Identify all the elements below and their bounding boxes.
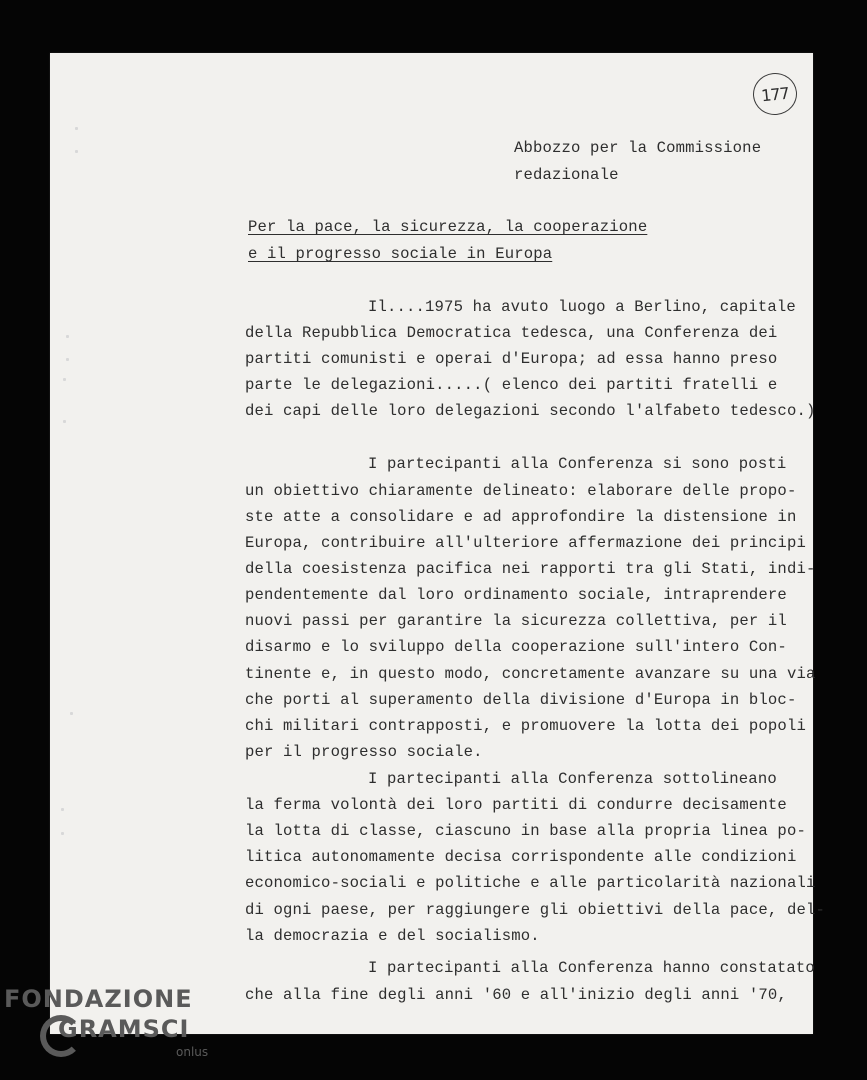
text-line: pendentemente dal loro ordinamento sociale, intraprendere bbox=[245, 586, 787, 604]
text-line: economico-sociali e politiche e alle particolarità nazionali bbox=[245, 874, 816, 892]
text-line: ste atte a consolidare e ad approfondire la distensione in bbox=[245, 508, 797, 526]
text-line: I partecipanti alla Conferenza hanno constatato bbox=[368, 959, 815, 977]
watermark-line: onlus bbox=[176, 1045, 209, 1059]
margin-mark bbox=[63, 420, 66, 423]
margin-mark bbox=[63, 378, 66, 381]
title-line: Per la pace, la sicurezza, la cooperazione bbox=[248, 218, 648, 236]
text-line: della Repubblica Democratica tedesca, una Conferenza dei bbox=[245, 324, 778, 342]
text-line: parte le delegazioni.....( elenco dei partiti fratelli e bbox=[245, 376, 778, 394]
text-line: la lotta di classe, ciascuno in base alla propria linea po- bbox=[245, 822, 806, 840]
text-line: un obiettivo chiaramente delineato: elaborare delle propo- bbox=[245, 482, 797, 500]
document-page bbox=[50, 53, 825, 1034]
text-line: Il....1975 ha avuto luogo a Berlino, capitale bbox=[368, 298, 796, 316]
margin-mark bbox=[75, 127, 78, 130]
text-line: nuovi passi per garantire la sicurezza collettiva, per il bbox=[245, 612, 787, 630]
header-line: Abbozzo per la Commissione bbox=[514, 139, 762, 157]
fondazione-gramsci-watermark bbox=[4, 985, 224, 1075]
margin-mark bbox=[70, 712, 73, 715]
title-line: e il progresso sociale in Europa bbox=[248, 245, 553, 263]
margin-mark bbox=[75, 150, 78, 153]
text-line: litica autonomamente decisa corrispondente alle condizioni bbox=[245, 848, 797, 866]
text-line: che porti al superamento della divisione d'Europa in bloc- bbox=[245, 691, 797, 709]
margin-mark bbox=[66, 358, 69, 361]
text-line: I partecipanti alla Conferenza sottolineano bbox=[368, 770, 777, 788]
text-line: della coesistenza pacifica nei rapporti tra gli Stati, indi- bbox=[245, 560, 816, 578]
watermark-line: FONDAZIONE bbox=[4, 985, 193, 1013]
text-line: la ferma volontà dei loro partiti di condurre decisamente bbox=[245, 796, 787, 814]
text-line: chi militari contrapposti, e promuovere la lotta dei popoli bbox=[245, 717, 806, 735]
text-line: che alla fine degli anni '60 e all'inizio degli anni '70, bbox=[245, 986, 787, 1004]
text-line: Europa, contribuire all'ulteriore affermazione dei principi bbox=[245, 534, 806, 552]
text-line: disarmo e lo sviluppo della cooperazione sull'intero Con- bbox=[245, 638, 787, 656]
watermark-line: GRAMSCI bbox=[58, 1015, 190, 1043]
archive-number-stamp: 177 bbox=[751, 71, 799, 117]
text-line: I partecipanti alla Conferenza si sono posti bbox=[368, 455, 787, 473]
text-line: la democrazia e del socialismo. bbox=[245, 927, 540, 945]
margin-mark bbox=[66, 335, 69, 338]
margin-mark bbox=[61, 808, 64, 811]
text-line: per il progresso sociale. bbox=[245, 743, 483, 761]
margin-mark bbox=[61, 832, 64, 835]
text-line: di ogni paese, per raggiungere gli obiettivi della pace, del- bbox=[245, 901, 825, 919]
text-line: tinente e, in questo modo, concretamente avanzare su una via bbox=[245, 665, 816, 683]
text-line: partiti comunisti e operai d'Europa; ad essa hanno preso bbox=[245, 350, 778, 368]
header-line: redazionale bbox=[514, 166, 619, 184]
text-line: dei capi delle loro delegazioni secondo l'alfabeto tedesco.) bbox=[245, 402, 816, 420]
